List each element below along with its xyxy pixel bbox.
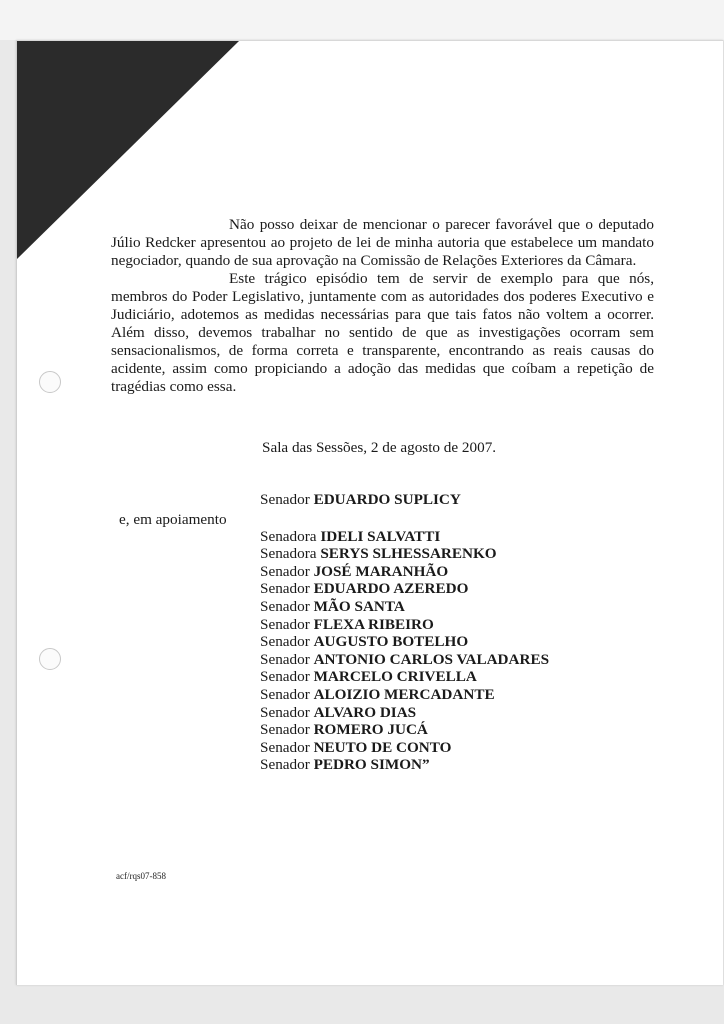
session-date-line: Sala das Sessões, 2 de agosto de 2007. — [262, 439, 497, 456]
signer-row — [260, 721, 549, 739]
signer-title: Senadora — [260, 527, 317, 545]
signer-row — [260, 633, 549, 651]
signer-title: Senador — [260, 650, 310, 668]
signer-title: Senador — [260, 615, 310, 633]
signer-title: Senador — [260, 721, 310, 739]
signer-row — [260, 668, 549, 686]
scan-top-margin — [0, 0, 724, 40]
signer-row — [260, 704, 549, 722]
signer-name: ROMERO JUCÁ — [313, 721, 428, 739]
signer-row — [260, 739, 549, 757]
support-label: e, em apoiamento — [119, 511, 227, 528]
signer-name: ALOIZIO MERCADANTE — [313, 685, 495, 703]
lead-signer — [260, 491, 549, 509]
signer-row — [260, 756, 549, 774]
signer-row — [260, 563, 549, 581]
signer-row — [260, 580, 549, 598]
signer-title: Senador — [260, 685, 310, 703]
signer-name: FLEXA RIBEIRO — [313, 615, 434, 633]
signer-name: EDUARDO AZEREDO — [313, 580, 469, 598]
signer-row — [260, 598, 549, 616]
signer-name: PEDRO SIMON” — [313, 756, 430, 774]
punch-hole-top — [39, 371, 61, 393]
signer-title: Senador — [260, 562, 310, 580]
signer-name: MÃO SANTA — [313, 597, 405, 615]
signer-name: MARCELO CRIVELLA — [313, 668, 477, 686]
document-page — [16, 40, 723, 985]
signer-title: Senador — [260, 491, 310, 508]
punch-hole-bottom — [39, 648, 61, 670]
signer-title: Senador — [260, 703, 310, 721]
signer-title: Senador — [260, 633, 310, 651]
signer-row — [260, 528, 549, 546]
signer-title: Senador — [260, 597, 310, 615]
signer-title: Senador — [260, 668, 310, 686]
reference-code: acf/rqs07-858 — [116, 871, 166, 881]
signer-name: JOSÉ MARANHÃO — [313, 562, 449, 580]
signer-title: Senador — [260, 738, 310, 756]
paragraph-1: Não posso deixar de mencionar o parecer favorável que o deputado Júlio Redcker apresentou ao projeto de lei de minha autoria que estabelece um mandato negociador, quando de sua aprovação na Comissão de Relações Exteriores da Câmara. — [111, 216, 654, 269]
signer-name: ANTONIO CARLOS VALADARES — [313, 650, 550, 668]
signer-name: IDELI SALVATTI — [320, 527, 441, 545]
signer-title: Senador — [260, 756, 310, 774]
signer-title: Senador — [260, 580, 310, 598]
signer-row — [260, 686, 549, 704]
signer-row — [260, 616, 549, 634]
signer-name: ALVARO DIAS — [313, 703, 417, 721]
document-body — [111, 216, 654, 396]
signer-name: EDUARDO SUPLICY — [313, 491, 461, 508]
signer-name: AUGUSTO BOTELHO — [313, 633, 469, 651]
paragraph-2: Este trágico episódio tem de servir de exemplo para que nós, membros do Poder Legislativo, juntamente com as autoridades dos poderes Executivo e Judiciário, adotemos as medidas necessárias para que tais fatos não voltem a ocorrer. Além disso, devemos trabalhar no sentido de que as investigações ocorram sem sensacionalismos, de forma correta e transparente, encontrando as reais causas do acidente, assim como propiciando a adoção das medidas que coíbam a repetição de tragédias como essa. — [111, 270, 654, 395]
signatories-list — [260, 491, 549, 774]
signer-title: Senadora — [260, 545, 317, 563]
signer-name: SERYS SLHESSARENKO — [320, 545, 497, 563]
signer-row — [260, 545, 549, 563]
signer-name: NEUTO DE CONTO — [313, 738, 452, 756]
signer-row — [260, 651, 549, 669]
